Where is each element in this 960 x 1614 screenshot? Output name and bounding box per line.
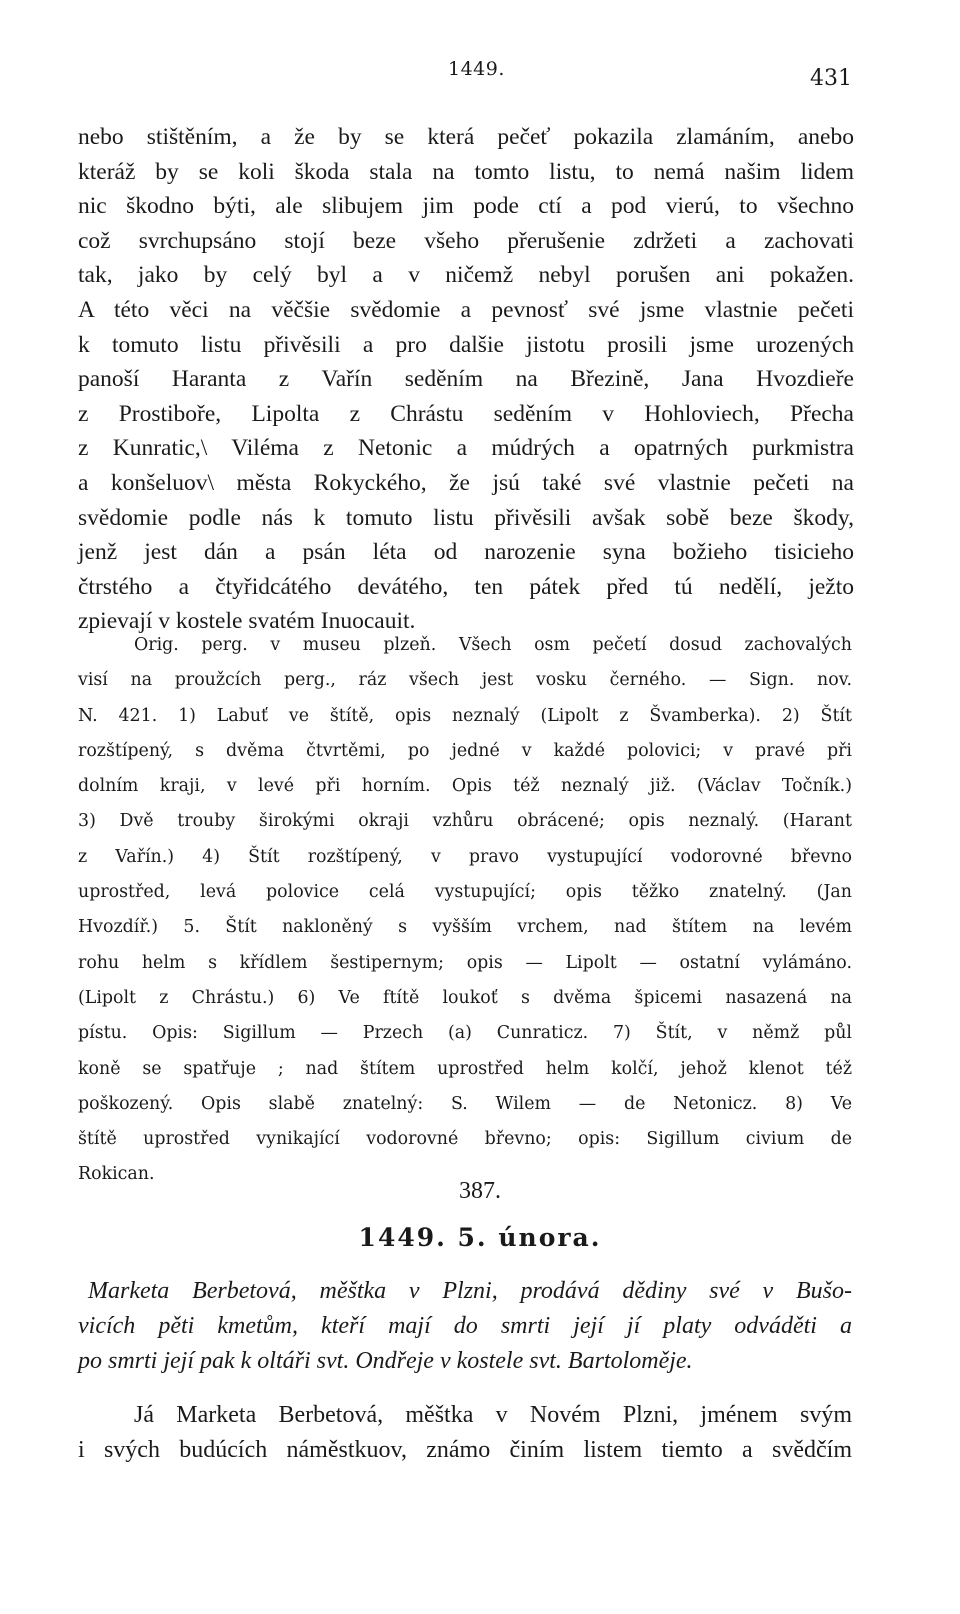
note-line: koně se spatřuje ; nad štítem uprostřed helm kolčí, jehož klenot též [78,1058,852,1079]
body-line: tak, jako by celý byl a v ničemž nebyl porušen ani pokažen. [78,262,854,289]
note-line: visí na proužcích perg., ráz všech jest vosku černého. — Sign. nov. [78,670,852,691]
page-header [0,58,960,98]
body-line: nebo stištěním, a že by se která pečeť pokazila zlamáním, anebo [78,124,854,150]
body-line: zpievají v kostele svatém Inuocauit. [78,608,416,635]
note-line: poškozený. Opis slabě znatelný: S. Wilem — de Netonicz. 8) Ve [78,1093,852,1114]
incipit-line: i svých budúcích náměstkuov, známo činím listem tiemto a svědčím [78,1437,852,1463]
note-line: 3) Dvě trouby širokými okraji vzhůru obrácené; opis neznalý. (Harant [78,811,852,832]
body-line: kteráž by se koli škoda stala na tomto listu, to nemá našim lidem [78,158,854,185]
document-date: 1449. 5. února. [358,1223,602,1252]
note-line: uprostřed, levá polovice celá vystupující; opis těžko znatelný. (Jan [78,882,852,903]
note-line: Orig. perg. v museu plzeň. Všech osm pečetí dosud zachovalých [134,635,852,655]
body-line: z Kunratic,\ Viléma z Netonic a múdrých a opatrných purkmistra [78,435,854,462]
body-line: k tomuto listu přivěsili a pro dalšie jistotu prosili jsme urozených [78,331,854,358]
note-line: rozštípený, s dvěma čtvrtěmi, po jedné v každé polovici; v pravé při [78,740,852,761]
body-line: čtrstého a čtyřidcátého devátého, ten pátek před tú nedělí, ježto [78,573,854,600]
body-text [78,120,854,639]
body-line: a konšeluov\ města Rokyckého, že jsú také své vlastnie pečeti na [78,469,854,496]
note-line: N. 421. 1) Labuť ve štítě, opis neznalý (Lipolt z Švamberka). 2) Štít [78,705,852,726]
body-line: svědomie podle nás k tomuto listu přivěsili avšak sobě beze škody, [78,504,854,531]
regest-line: po smrti její pak k oltáři svt. Ondřeje v kostele svt. Bartoloměje. [78,1348,693,1374]
document-incipit [78,1398,852,1468]
note-line: rohu helm s křídlem šestipernym; opis — Lipolt — ostatní vylámáno. [78,952,852,973]
note-line: Rokican. [78,1164,155,1185]
body-line: nic škodno býti, ale slibujem jim pode ctí a pod vierú, to všechno [78,193,854,220]
footnotes [78,628,852,1193]
note-line: z Vařín.) 4) Štít rozštípený, v pravo vystupující vodorovné břevno [78,846,852,867]
body-line: A této věci na věčšie svědomie a pevnosť své jsme vlastnie pečeti [78,296,854,323]
incipit-line: Já Marketa Berbetová, měštka v Novém Plzni, jménem svým [134,1402,852,1428]
regest-line: vicích pěti kmetům, kteří mají do smrti její jí platy odváděti a [78,1313,852,1339]
page-number: 431 [810,66,852,91]
note-line: (Lipolt z Chrástu.) 6) Ve ftítě loukoť s dvěma špicemi nasazená na [78,987,852,1008]
body-line: z Prostiboře, Lipolta z Chrástu seděním v Hohloviech, Přecha [78,400,854,427]
regest-line: Marketa Berbetová, měštka v Plzni, prodává dědiny své v Bušo- [88,1278,852,1304]
note-line: štítě uprostřed vynikající vodorovné břevno; opis: Sigillum civium de [78,1129,852,1150]
note-line: pístu. Opis: Sigillum — Przech (a) Cunraticz. 7) Štít, v němž půl [78,1023,852,1044]
document-number: 387. [459,1178,501,1204]
note-line: dolním kraji, v levé při horním. Opis též neznalý již. (Václav Točník.) [78,776,852,797]
note-line: Hvozdíř.) 5. Štít nakloněný s vyšším vrchem, nad štítem na levém [78,917,852,938]
body-line: jenž jest dán a psán léta od narozenie syna božieho tisicieho [78,539,854,566]
running-head: 1449. [448,58,505,80]
document-regest [78,1274,852,1379]
body-line: což svrchupsáno stojí beze všeho přerušenie zdržeti a zachovati [78,227,854,254]
body-line: panoší Haranta z Vařín seděním na Březině, Jana Hvozdieře [78,366,854,393]
